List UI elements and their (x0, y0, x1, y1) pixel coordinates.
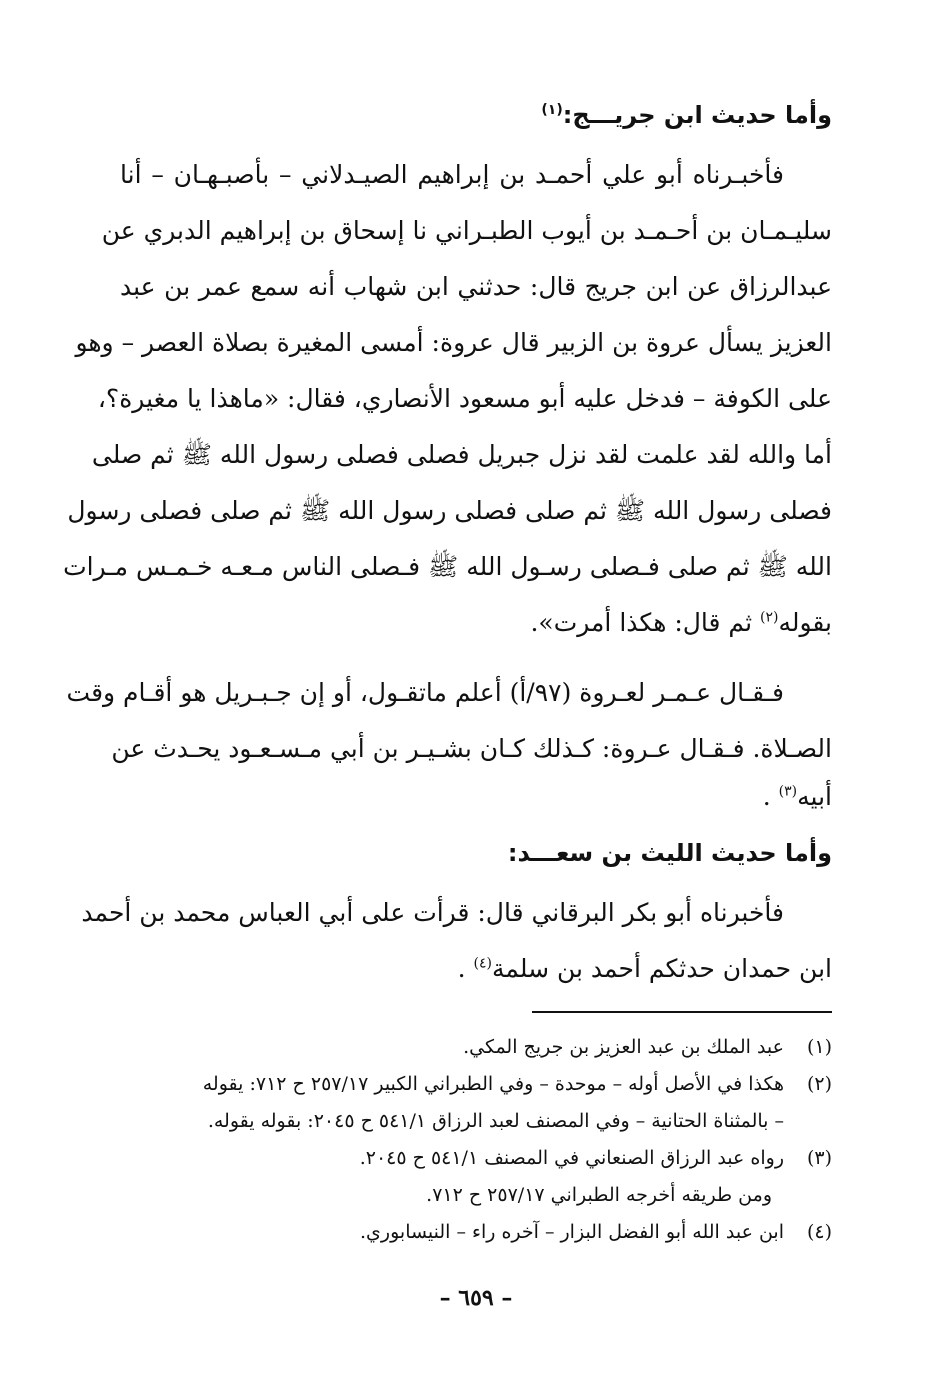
footnote-number: (٤) (806, 1221, 832, 1243)
heading-title: وأما حديث الليث بن سعـــد: (507, 839, 832, 867)
footnote-marker: (١) (541, 102, 563, 118)
text-line: سليـمـان بن أحـمـد بن أيوب الطبـراني نا إسحاق بن إبراهيم الدبري عن (101, 216, 832, 245)
text-line: أما والله لقد علمت لقد نزل جبريل فصلى فصلى رسول الله ﷺ ثم صلى (91, 440, 832, 469)
line-text: بقوله (778, 608, 832, 637)
text-line (120, 595, 832, 651)
footnote-1 (120, 1029, 832, 1066)
text-line: العزيز يسأل عروة بن الزبير قال عروة: أمسى المغيرة بصلاة العصر – وهو (75, 328, 832, 357)
text-line: الصـلاة. فـقـال عـروة: كـذلك كـان بشـيـر بن أبي مـسـعـود يحـدث عن (111, 734, 832, 763)
footnotes (120, 1029, 832, 1251)
text-line: الله ﷺ ثم صلى فـصلى رسـول الله ﷺ فـصلى الناس مـعـه خـمـس مـرات (63, 552, 832, 581)
footnote-text: رواه عبد الرزاق الصنعاني في المصنف ٥٤١/١ ح ٢٠٤٥. (359, 1147, 784, 1169)
footnote-text: ابن عبد الله أبو الفضل البزار – آخره راء – النيسابوري. (360, 1221, 784, 1243)
line-text: ابن حمدان حدثكم أحمد بن سلمة (491, 954, 832, 983)
footnote-2-continuation: – بالمثناة الحتانية – وفي المصنف لعبد الرزاق ٥٤١/١ ح ٢٠٤٥: بقوله يقوله. (207, 1110, 784, 1132)
footnote-number: (١) (806, 1036, 832, 1058)
paragraph-2 (66, 665, 832, 817)
line-text: ثم قال: هكذا أمرت». (530, 608, 760, 637)
page-number: – ٦٥٩ – (439, 1285, 513, 1311)
text-line: فأخبرناه أبو بكر البرقاني قال: قرأت على أبي العباس محمد بن أحمد (81, 898, 784, 927)
book-page (63, 95, 832, 1336)
footnote-number: (٣) (806, 1147, 832, 1169)
footnote-number: (٢) (806, 1073, 832, 1095)
text-line (120, 941, 832, 997)
line-text: . (762, 782, 779, 811)
line-text: . (457, 954, 474, 983)
footnote-3-continuation: ومن طريقه أخرجه الطبراني ٢٥٧/١٧ ح ٧١٢. (426, 1184, 772, 1206)
section-heading-layth (120, 833, 832, 873)
text-line (120, 777, 832, 817)
footnote-3 (120, 1140, 832, 1177)
paragraph-1 (63, 147, 832, 651)
text-line: فصلى رسول الله ﷺ ثم صلى فصلى رسول الله ﷺ ثم صلى فصلى رسول (67, 496, 832, 525)
heading-title: وأما حديث ابن جريـــج: (562, 101, 832, 129)
footnote-2 (120, 1066, 832, 1103)
text-line: على الكوفة – فدخل عليه أبو مسعود الأنصاري، فقال: «ماهذا يا مغيرة؟، (97, 384, 832, 413)
paragraph-3 (81, 885, 832, 997)
line-text: أبيه (797, 782, 832, 811)
footnote-4 (120, 1214, 832, 1251)
section-heading-ibn-jurayj (120, 95, 832, 135)
footnote-separator (532, 1011, 832, 1013)
footnote-text: هكذا في الأصل أوله – موحدة – وفي الطبراني الكبير ٢٥٧/١٧ ح ٧١٢: يقوله (202, 1073, 784, 1095)
footnote-text: عبد الملك بن عبد العزيز بن جريج المكي. (463, 1036, 784, 1058)
text-line: فأخبـرناه أبو علي أحمـد بن إبراهيم الصيـدلاني – بأصبـهـان – أنا (120, 160, 784, 189)
footnote-marker: (٣) (778, 783, 798, 800)
text-line: فـقـال عـمـر لعـروة (٩٧/أ) أعلم ماتقـول، أو إن جـبـريل هو أقـام وقت (66, 678, 784, 707)
text-line: عبدالرزاق عن ابن جريج قال: حدثني ابن شهاب أنه سمع عمر بن عبد (120, 272, 832, 301)
footnote-marker: (٢) (759, 609, 779, 626)
footnote-marker: (٤) (473, 955, 492, 972)
